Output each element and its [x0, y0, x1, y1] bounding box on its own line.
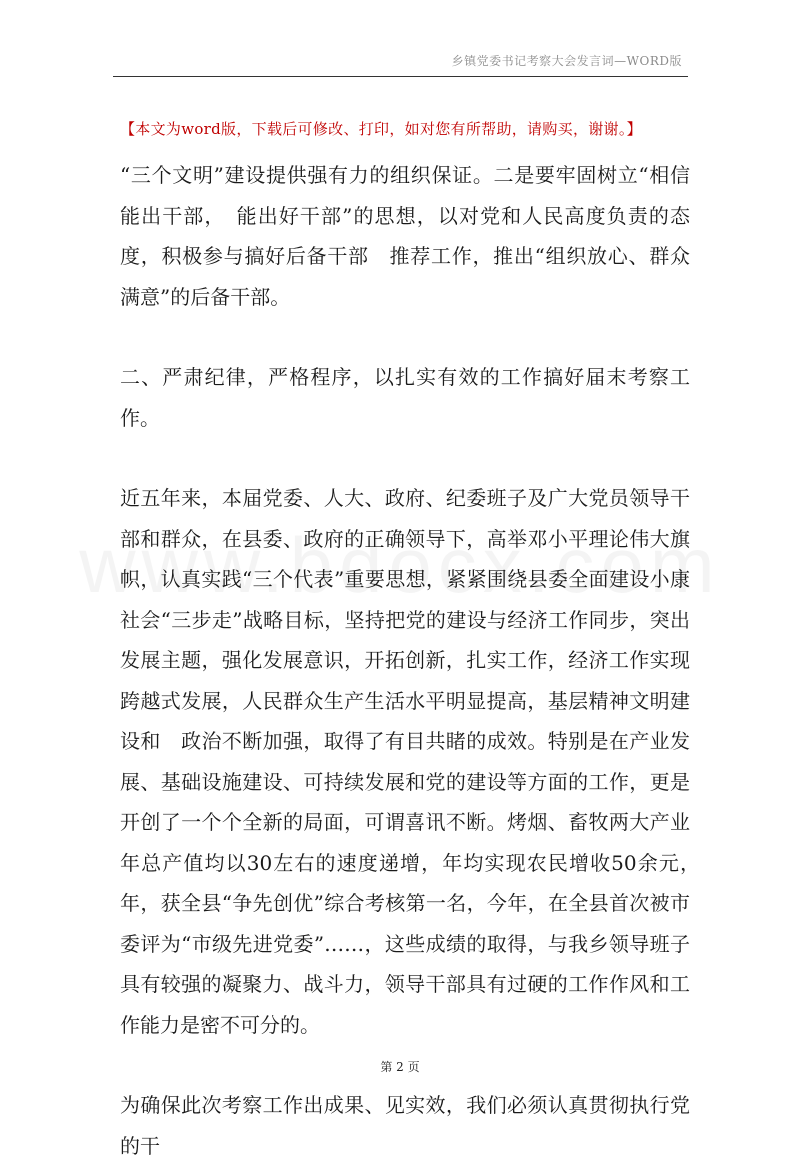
body-paragraph: 为确保此次考察工作出成果、见实效，我们必须认真贯彻执行党的干 [120, 1093, 690, 1158]
paragraph-spacer [120, 317, 690, 357]
section-heading: 二、严肃纪律，严格程序，以扎实有效的工作搞好届末考察工作。 [120, 365, 690, 430]
page-number: 第 2 页 [380, 1060, 420, 1074]
paragraph-spacer [120, 438, 690, 478]
body-paragraph: 近五年来，本届党委、人大、政府、纪委班子及广大党员领导干部和群众，在县委、政府的正确领导下，高举邓小平理论伟大旗帜，认真实践“三个代表”重要思想，紧紧围绕县委全面建设小康社会“三步走”战略目标，坚持把党的建设与经济工作同步，突出发展主题，强化发展意识，开拓创新，扎实工作，经济工作实现跨越式发展，人民群众生产生活水平明显提高，基层精神文明建设和 政治不断加强，取得了有目共睹的成效。特别是在产业发展、基础设施建设、可持续发展和党的建设等方面的工作，更是开创了一个个全新的局面，可谓喜讯不断。烤烟、畜牧两大产业年总产值均以30左右的速度递增，年均实现农民增收50余元， 年，获全县“争先创优”综合考核第一名，今年，在全县首次被市委评为“市级先进党委”……，这些成绩的取得，与我乡领导班子具有较强的凝聚力、战斗力，领导干部具有过硬的工作作风和工作能力是密不可分的。 [120, 486, 710, 1037]
paragraph-spacer [120, 1045, 690, 1085]
header-divider [113, 76, 688, 77]
document-body [120, 155, 710, 1166]
document-header-title: 乡镇党委书记考察大会发言词—WORD版 [451, 54, 682, 68]
body-paragraph: “三个文明”建设提供强有力的组织保证。二是要牢固树立“相信 能出干部， 能出好干部”的思想，以对党和人民高度负责的态度，积极参与搞好后备干部 推荐工作，推出“组织放心、群众满意”的后备干部。 [120, 163, 710, 309]
purchase-notice: 【本文为word版，下载后可修改、打印，如对您有所帮助，请购买，谢谢。】 [120, 120, 642, 138]
